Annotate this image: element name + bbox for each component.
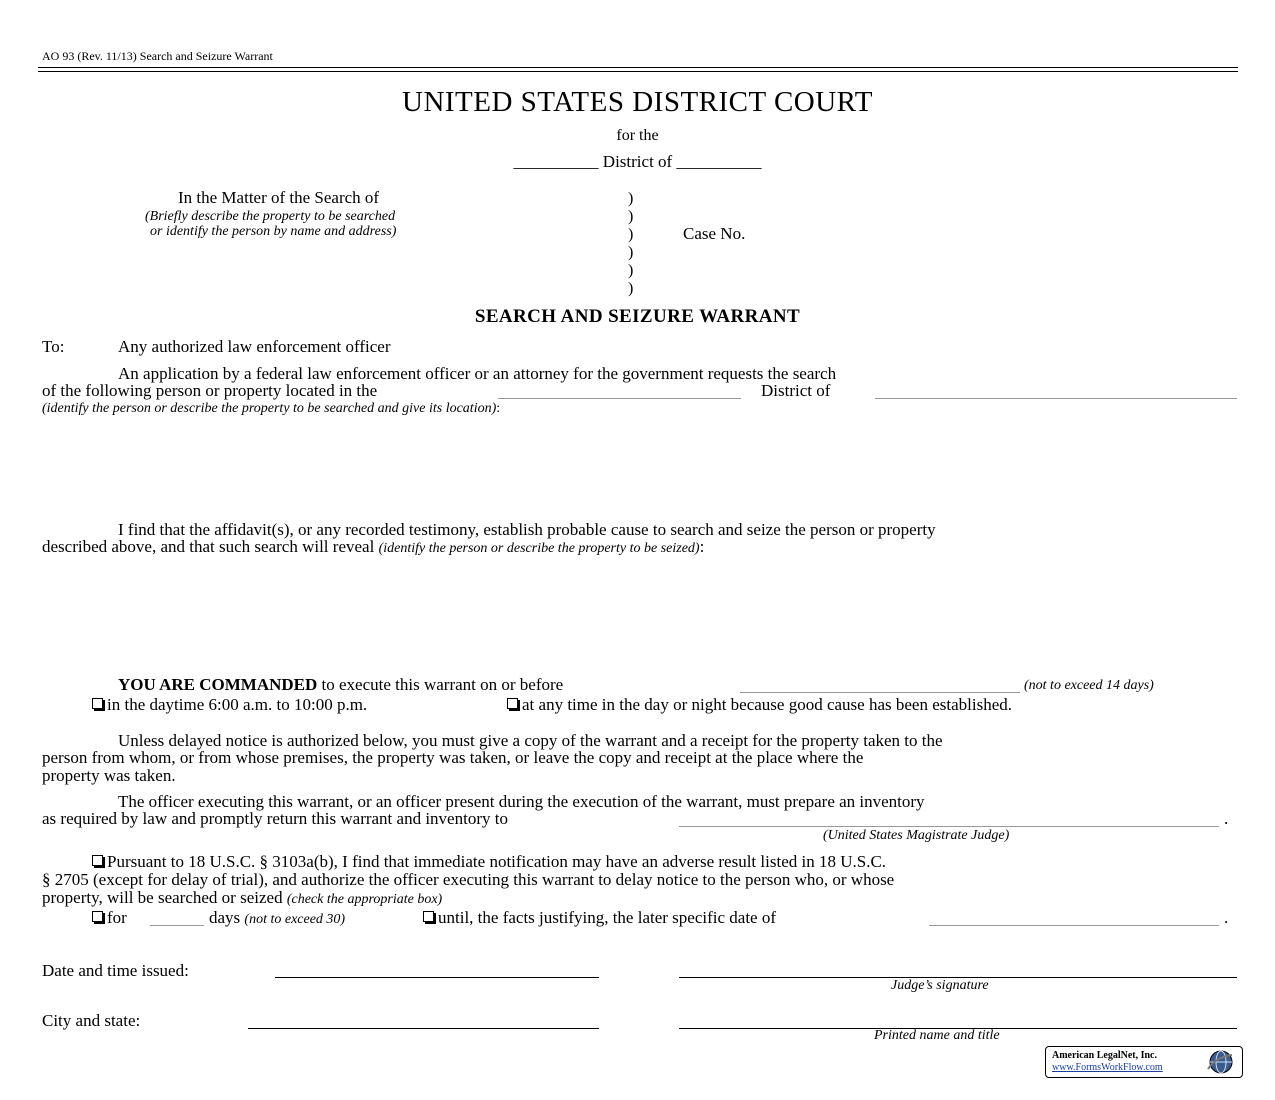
caption-paren: ) (628, 244, 634, 261)
to-value: Any authorized law enforcement officer (118, 337, 391, 356)
logo-url[interactable]: www.FormsWorkFlow.com (1052, 1062, 1163, 1073)
city-state-label: City and state: (42, 1011, 141, 1030)
option-for-days[interactable]: for (92, 908, 127, 928)
printed-name-label: Printed name and title (874, 1028, 1000, 1043)
form-id: AO 93 (Rev. 11/13) Search and Seizure Warrant (42, 49, 273, 63)
anytime-checkbox[interactable] (507, 698, 518, 709)
para5-line1: Pursuant to 18 U.S.C. § 3103a(b), I find that immediate notification may have an adverse result listed in 18 U.S.C. (92, 852, 886, 872)
caption-paren: ) (628, 226, 634, 243)
date-issued-field[interactable] (275, 959, 599, 978)
para3-line1: Unless delayed notice is authorized below, you must give a copy of the warrant and a receipt for the property taken to the (118, 731, 943, 750)
later-date-field[interactable] (929, 907, 1219, 926)
option-daytime[interactable]: in the daytime 6:00 a.m. to 10:00 p.m. (92, 695, 367, 715)
property-seized-field[interactable] (42, 557, 1241, 676)
delay-notice-checkbox[interactable] (92, 855, 103, 866)
case-no-label: Case No. (683, 224, 746, 243)
globe-icon (1206, 1049, 1234, 1075)
period: . (1224, 809, 1229, 828)
para1-line1: An application by a federal law enforcement officer or an attorney for the government requests the search (118, 364, 837, 383)
return-to-judge-field[interactable] (679, 808, 1219, 827)
printed-name-field[interactable] (679, 1010, 1237, 1029)
daytime-checkbox[interactable] (92, 698, 103, 709)
para1-instruction: (identify the person or describe the property to be searched and give its location): (42, 401, 501, 416)
caption-paren: ) (628, 208, 634, 225)
case-no-field[interactable] (772, 222, 1212, 243)
para3-line2: person from whom, or from whose premises, the property was taken, or leave the copy and receipt at the place where the (42, 748, 864, 767)
commanded-text: YOU ARE COMMANDED to execute this warrant on or before (118, 675, 564, 694)
days-label: days (not to exceed 30) (209, 908, 346, 927)
not-exceed-14: (not to exceed 14 days) (1024, 678, 1154, 693)
date-issued-label: Date and time issued: (42, 961, 189, 980)
matter-instruction-1: (Briefly describe the property to be searched (145, 209, 396, 224)
para4-line1: The officer executing this warrant, or an officer present during the execution of the warrant, must prepare an inventory (118, 792, 925, 811)
caption-paren: ) (628, 262, 634, 279)
para5-line3: property, will be searched or seized (check the appropriate box) (42, 888, 443, 907)
city-state-field[interactable] (248, 1010, 599, 1029)
to-label: To: (42, 337, 65, 356)
para3-line3: property was taken. (42, 766, 176, 785)
property-location-field[interactable] (42, 420, 1241, 519)
magistrate-label: (United States Magistrate Judge) (823, 828, 1010, 843)
until-checkbox[interactable] (423, 911, 434, 922)
execute-by-date-field[interactable] (740, 674, 1020, 693)
judge-signature-label: Judge’s signature (891, 978, 989, 993)
caption-paren: ) (628, 280, 634, 297)
for-the: for the (616, 127, 659, 144)
caption-paren: ) (628, 190, 634, 207)
district-line: __________ District of __________ (513, 152, 762, 171)
district-field-2[interactable] (875, 380, 1237, 399)
logo-company: American LegalNet, Inc. (1052, 1050, 1157, 1061)
legalnet-logo[interactable] (1045, 1046, 1243, 1078)
para4-line2: as required by law and promptly return this warrant and inventory to (42, 809, 508, 828)
period: . (1224, 908, 1229, 927)
para1-district-of: District of (761, 381, 831, 400)
matter-instruction-2: or identify the person by name and address) (150, 224, 397, 239)
para2-line2: described above, and that such search will reveal (identify the person or describe the property to be seized): (42, 537, 705, 556)
court-title: UNITED STATES DISTRICT COURT (402, 86, 873, 118)
search-subject-field[interactable] (60, 245, 604, 299)
header-rule-top (38, 67, 1238, 68)
header-rule-bottom (38, 71, 1238, 72)
warrant-title: SEARCH AND SEIZURE WARRANT (474, 306, 801, 327)
matter-heading: In the Matter of the Search of (178, 188, 380, 207)
para2-line1: I find that the affidavit(s), or any recorded testimony, establish probable cause to search and seize the person or property (118, 520, 936, 539)
district-field-1[interactable] (498, 380, 741, 399)
para5-line2: § 2705 (except for delay of trial), and authorize the officer executing this warrant to delay notice to the person who, or whose (42, 870, 895, 889)
days-field[interactable] (150, 907, 204, 926)
judge-signature-field[interactable] (679, 959, 1237, 978)
for-days-checkbox[interactable] (92, 911, 103, 922)
option-until[interactable]: until, the facts justifying, the later specific date of (423, 908, 776, 928)
para1-line2: of the following person or property located in the (42, 381, 378, 400)
option-anytime[interactable]: at any time in the day or night because good cause has been established. (507, 695, 1012, 715)
